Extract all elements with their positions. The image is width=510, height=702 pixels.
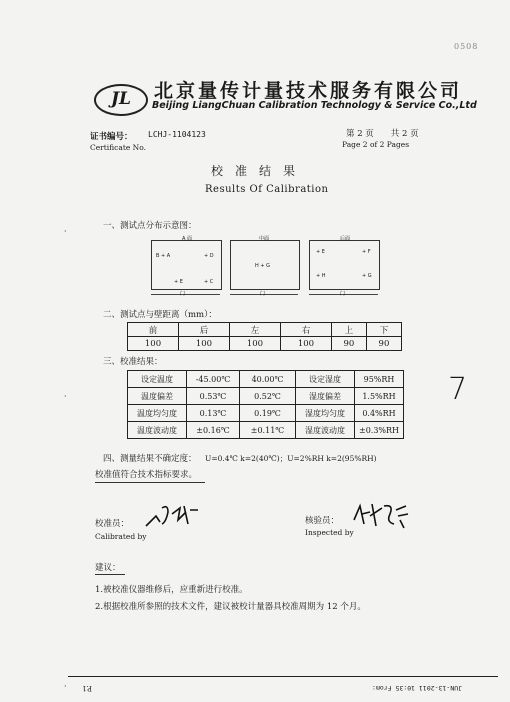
section2-label: 二、测试点与壁距离（mm）： — [103, 310, 217, 320]
door-label: 门 — [340, 291, 346, 297]
table-header-cell: 左 — [229, 323, 280, 337]
inspector-signature — [350, 500, 410, 530]
table-cell: 0.19℃ — [240, 405, 296, 422]
table-cell: 100 — [178, 337, 229, 351]
table-cell: ±0.11℃ — [240, 422, 296, 439]
company-name-cn: 北京量传计量技术服务有限公司 — [154, 80, 463, 102]
test-point: + H — [316, 273, 326, 279]
table-header-cell: 后 — [178, 323, 229, 337]
test-point: + E — [316, 249, 325, 255]
table-cell: 温度偏差 — [128, 388, 187, 405]
table-cell: 1.5%RH — [355, 388, 404, 405]
table-cell: ±0.3%RH — [355, 422, 404, 439]
test-point: + E — [174, 279, 183, 285]
table-cell: 40.00℃ — [240, 371, 296, 388]
table-row — [128, 337, 402, 351]
page-number-en: Page 2 of 2 Pages — [342, 140, 410, 149]
conclusion-underline — [95, 482, 205, 483]
table-row — [128, 388, 404, 405]
table-cell: 设定湿度 — [296, 371, 355, 388]
layout-view-front — [151, 236, 222, 290]
company-name-en: Beijing LiangChuan Calibration Technology & Service Co.,Ltd — [152, 100, 477, 111]
table-cell: 100 — [229, 337, 280, 351]
footer-rule — [68, 676, 498, 677]
table-row — [128, 422, 404, 439]
table-cell: 湿度均匀度 — [296, 405, 355, 422]
certificate-label-cn: 证书编号： — [90, 132, 133, 142]
table-cell: 温度波动度 — [128, 422, 187, 439]
table-cell: ±0.16℃ — [187, 422, 240, 439]
test-point: + D — [204, 253, 214, 259]
footer-right: JUN-13-2011 10:35 From: — [372, 684, 463, 692]
corner-stamp: 0508 — [454, 42, 479, 51]
test-point: H + G — [255, 263, 271, 269]
title-cn: 校 准 结 果 — [211, 164, 296, 178]
section4-label: 四、测量结果不确定度： — [103, 454, 197, 464]
uncertainty-value: U=0.4℃ k=2(40℃)；U=2%RH k=2(95%RH) — [205, 454, 377, 463]
door-line — [151, 294, 220, 295]
table-cell: 0.52℃ — [240, 388, 296, 405]
view-label: 中面 — [259, 236, 270, 242]
table-row — [128, 323, 402, 337]
table-cell: 90 — [331, 337, 366, 351]
calibrator-signature — [144, 502, 200, 530]
notes-label: 建议： — [95, 563, 121, 573]
section1-label: 一、测试点分布示意图： — [103, 221, 197, 231]
notes-underline — [95, 574, 125, 575]
table-header-cell: 上 — [331, 323, 366, 337]
table-cell: 0.4%RH — [355, 405, 404, 422]
table-cell: 温度均匀度 — [128, 405, 187, 422]
test-point: + F — [362, 249, 371, 255]
handwritten-mark: 7 — [448, 372, 468, 407]
test-point: B + A — [156, 253, 171, 259]
wall-distance-table — [127, 322, 402, 351]
table-cell: 0.13℃ — [187, 405, 240, 422]
calibration-results-table — [127, 370, 404, 439]
margin-dot: · — [64, 227, 67, 236]
table-header-cell: 前 — [128, 323, 179, 337]
layout-view-middle — [230, 236, 300, 290]
title-en: Results Of Calibration — [205, 184, 329, 195]
table-header-cell: 下 — [366, 323, 401, 337]
door-label: 门 — [260, 291, 266, 297]
view-label: 后面 — [340, 236, 351, 242]
test-point: + G — [362, 273, 372, 279]
table-cell: 湿度波动度 — [296, 422, 355, 439]
view-label: A 面 — [182, 236, 193, 242]
margin-dot: · — [64, 392, 67, 401]
table-cell: 95%RH — [355, 371, 404, 388]
table-cell: 90 — [366, 337, 401, 351]
table-cell: 设定温度 — [128, 371, 187, 388]
inspector-label-en: Inspected by — [305, 528, 354, 537]
layout-view-back — [309, 236, 380, 290]
table-header-cell: 右 — [280, 323, 331, 337]
page-number-cn: 第 2 页 共 2 页 — [346, 129, 419, 139]
section3-label: 三、校准结果： — [103, 357, 163, 367]
table-cell: 0.53℃ — [187, 388, 240, 405]
table-row — [128, 405, 404, 422]
certificate-label-en: Certificate No. — [90, 143, 147, 152]
conclusion-text: 校准值符合技术指标要求。 — [95, 470, 198, 480]
calibrator-label-cn: 校准员： — [95, 519, 130, 529]
inspector-label-cn: 核验员： — [305, 516, 340, 526]
note-item: 1.被校准仪器维修后，应重新进行校准。 — [95, 585, 248, 595]
calibrator-label-en: Calibrated by — [95, 532, 147, 541]
table-cell: 100 — [280, 337, 331, 351]
table-row — [128, 371, 404, 388]
table-cell: 100 — [128, 337, 179, 351]
door-label: 门 — [180, 291, 186, 297]
footer-left: P.1 — [82, 684, 92, 692]
note-item: 2.根据校准所参照的技术文件，建议被校计量器具校准周期为 12 个月。 — [95, 602, 366, 612]
table-cell: 湿度偏差 — [296, 388, 355, 405]
certificate-number: LCHJ-1104123 — [148, 130, 206, 139]
margin-dot: · — [64, 682, 67, 691]
table-cell: -45.00℃ — [187, 371, 240, 388]
test-point: + C — [204, 279, 214, 285]
company-logo: JL — [94, 84, 148, 116]
